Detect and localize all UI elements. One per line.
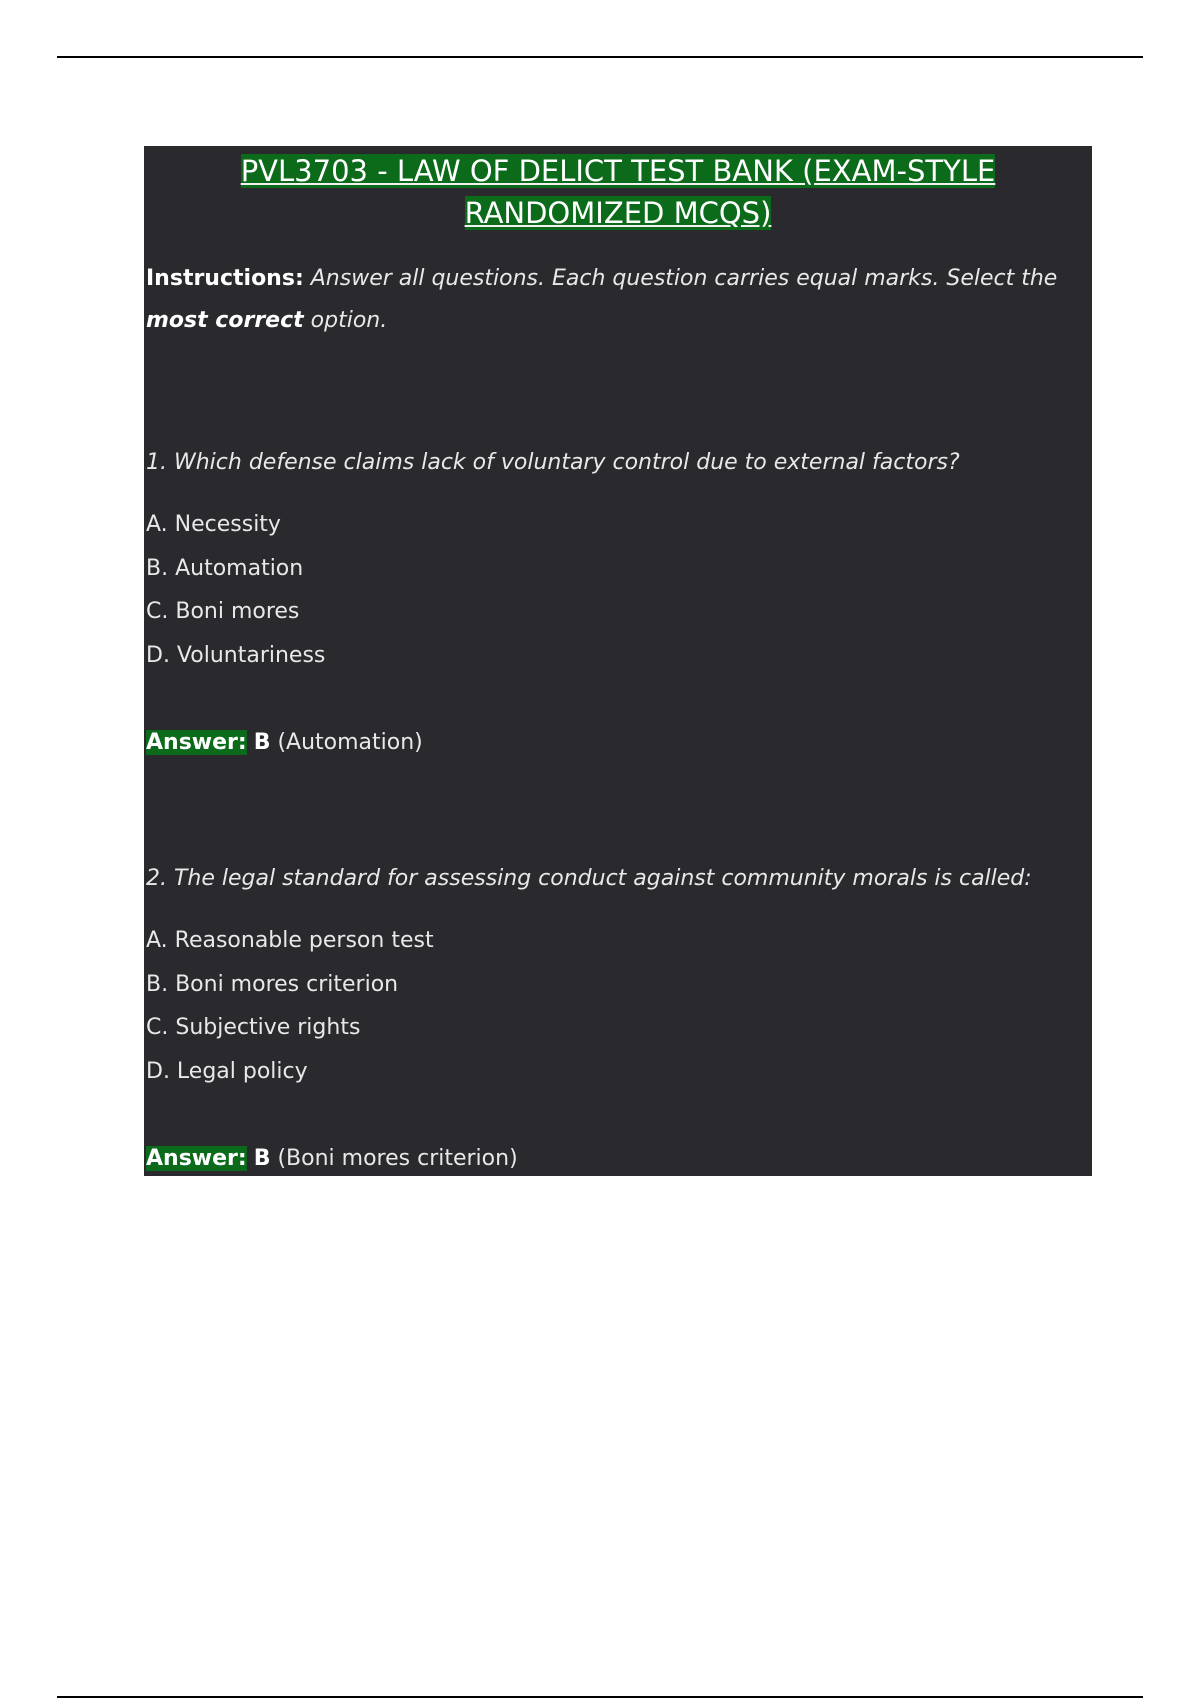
title-line-2: RANDOMIZED MCQS)	[464, 196, 772, 230]
instructions-emphasis: most correct	[146, 308, 304, 333]
instructions-text-end: option.	[310, 308, 388, 333]
document-title	[144, 150, 1092, 234]
answer-text: (Automation)	[277, 730, 423, 755]
question-1-answer	[146, 728, 423, 758]
question-1-option-c: C. Boni mores	[146, 599, 300, 624]
answer-label: Answer:	[146, 1146, 247, 1171]
title-line-1: PVL3703 - LAW OF DELICT TEST BANK (EXAM-STYLE	[240, 154, 996, 188]
question-2-answer	[146, 1144, 518, 1174]
question-2-option-c: C. Subjective rights	[146, 1015, 361, 1040]
question-2-prompt: 2. The legal standard for assessing conduct against community morals is called:	[146, 866, 1032, 891]
answer-letter: B	[253, 1146, 271, 1171]
instructions	[146, 258, 1076, 342]
bottom-rule	[57, 1696, 1143, 1698]
question-2-option-b: B. Boni mores criterion	[146, 972, 399, 997]
question-1-option-a: A. Necessity	[146, 512, 281, 537]
question-2-option-d: D. Legal policy	[146, 1059, 308, 1084]
question-1-option-b: B. Automation	[146, 556, 304, 581]
instructions-label: Instructions:	[146, 266, 304, 291]
answer-letter: B	[253, 730, 271, 755]
question-2-option-a: A. Reasonable person test	[146, 928, 434, 953]
top-rule	[57, 56, 1143, 58]
document-panel	[144, 146, 1092, 1176]
question-1-option-d: D. Voluntariness	[146, 643, 326, 668]
answer-text: (Boni mores criterion)	[277, 1146, 518, 1171]
question-1-prompt: 1. Which defense claims lack of voluntary control due to external factors?	[146, 450, 960, 475]
instructions-text: Answer all questions. Each question carries equal marks. Select the	[310, 266, 1058, 291]
answer-label: Answer:	[146, 730, 247, 755]
